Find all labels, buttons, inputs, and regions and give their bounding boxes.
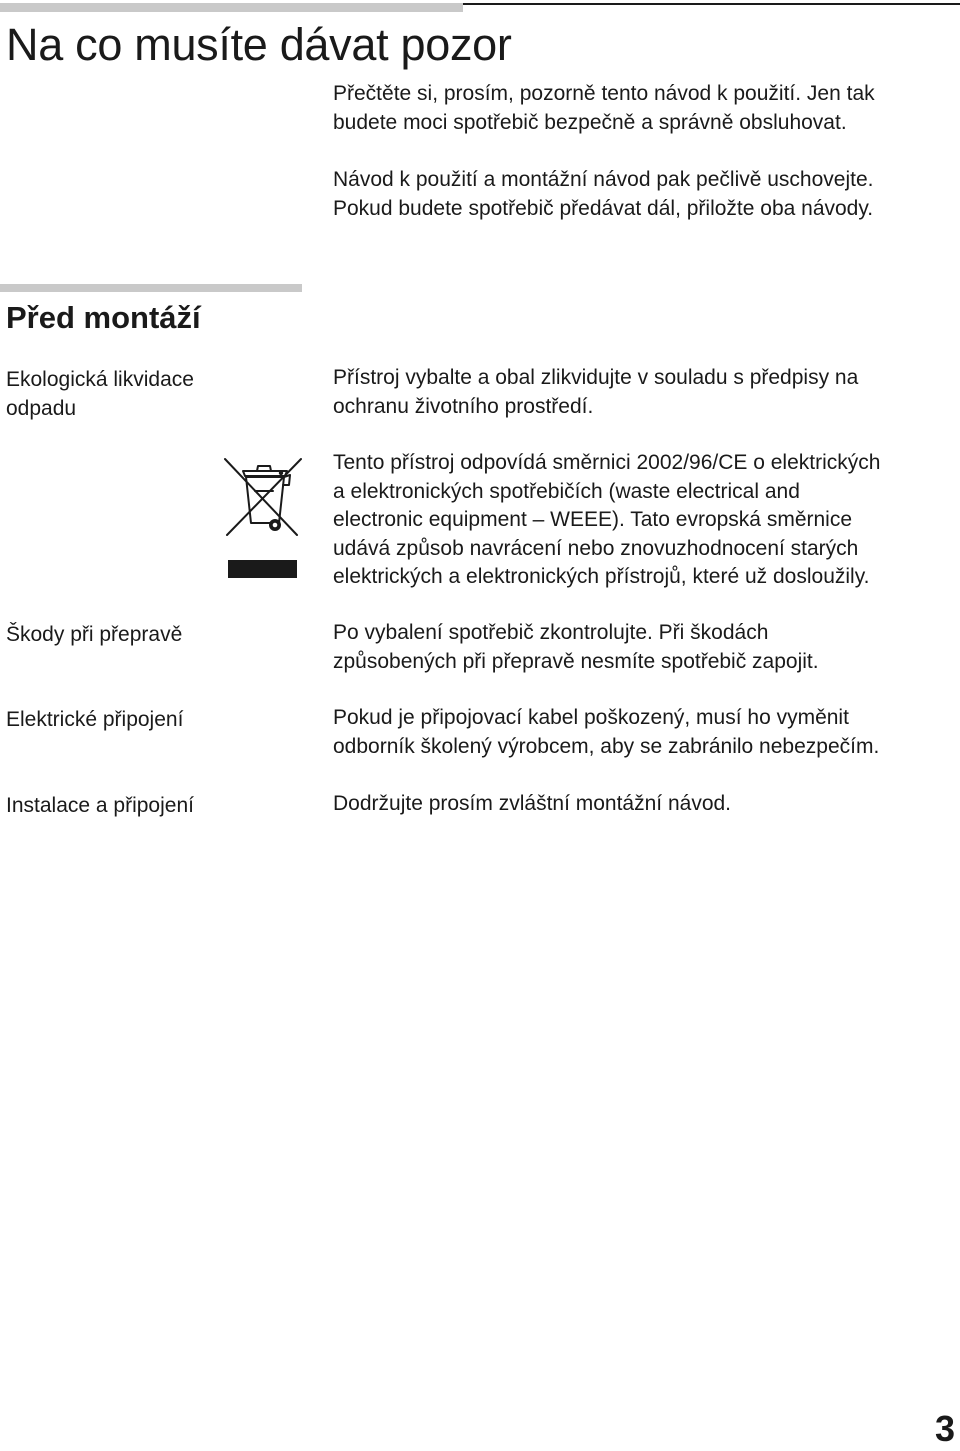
crossed-out-wheelie-bin-icon <box>221 455 303 580</box>
header-rule-black <box>463 3 960 5</box>
section-rule <box>0 284 302 292</box>
label-installation: Instalace a připojení <box>6 794 194 817</box>
intro-paragraph-1: Přečtěte si, prosím, pozorně tento návod k použití. Jen tak budete moci spotřebič bezpečně a správně obsluhovat. <box>333 82 875 134</box>
page-number: 3 <box>935 1408 956 1449</box>
text-installation: Dodržujte prosím zvláštní montážní návod. <box>333 792 732 815</box>
intro-paragraph-2: Návod k použití a montážní návod pak pečlivě uschovejte. Pokud budete spotřebič předávat dál, přiložte oba návody. <box>333 168 874 220</box>
page-title: Na co musíte dávat pozor <box>6 19 512 70</box>
label-electrical-connection: Elektrické připojení <box>6 708 184 731</box>
header-rule-gray <box>0 3 463 12</box>
text-weee: Tento přístroj odpovídá směrnici 2002/96/CE o elektrických a elektronických spotřebičích (waste electrical and electronic equipment – WEEE). Tato evropská směrnice udává způsob navrácení nebo znovuzhodnocení starých elektrických a elektronických přístrojů, které už dosloužily. <box>333 451 881 588</box>
text-electrical-connection: Pokud je připojovací kabel poškozený, musí ho vyměnit odborník školený výrobcem, aby se zabránilo nebezpečím. <box>333 706 880 758</box>
text-transport-damage: Po vybalení spotřebič zkontrolujte. Při škodách způsobených při přepravě nesmíte spotřebič zapojit. <box>333 621 819 673</box>
label-transport-damage: Škody při přepravě <box>6 623 183 646</box>
section-title: Před montáží <box>6 300 201 335</box>
label-disposal: Ekologická likvidace odpadu <box>6 368 194 420</box>
text-disposal: Přístroj vybalte a obal zlikvidujte v souladu s předpisy na ochranu životního prostředí. <box>333 366 859 418</box>
